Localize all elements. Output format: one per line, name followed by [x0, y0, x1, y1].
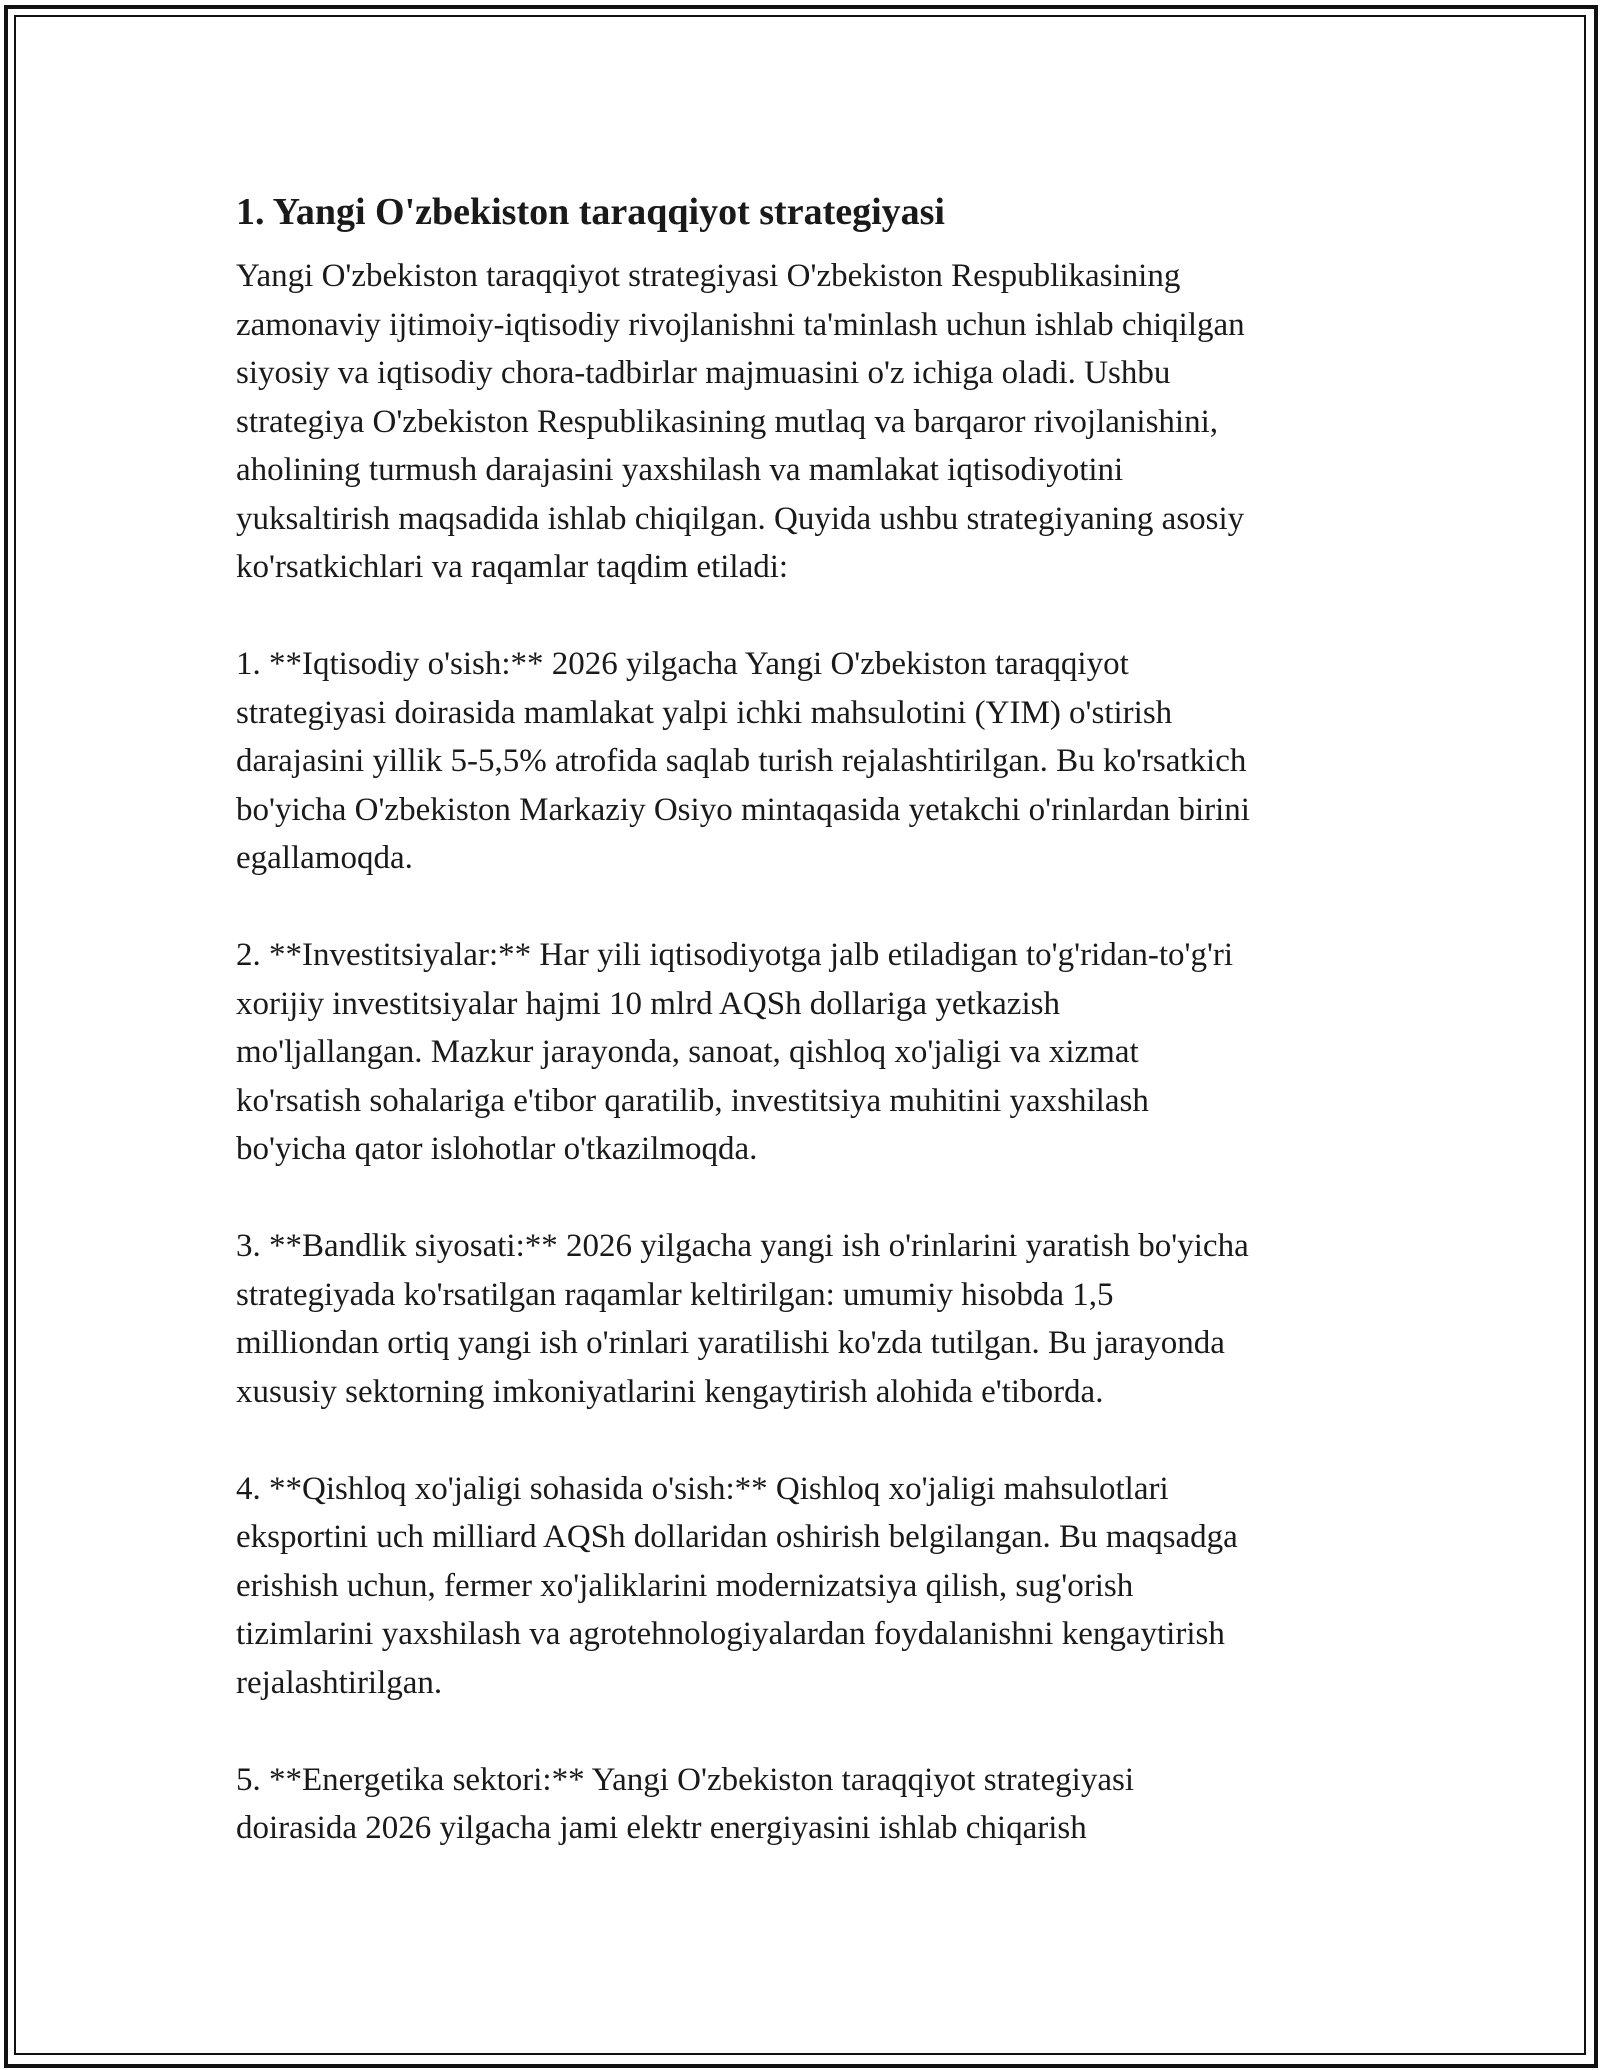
list-item-energy-sector: 5. **Energetika sektori:** Yangi O'zbekiston taraqqiyot strategiyasi doirasida 2026 yilgacha jami elektr energiyasini ishlab chiqarish — [236, 1761, 1135, 1846]
intro-paragraph: Yangi O'zbekiston taraqqiyot strategiyasi O'zbekiston Respublikasining zamonaviy ijtimoiy-iqtisodiy rivojlanishni ta'minlash uchun ishlab chiqilgan siyosiy va iqtisodiy chora-tadbirlar majmuasini o'z ichiga oladi. Ushbu strategiya O'zbekiston Respublikasining mutlaq va barqaror rivojlanishini, aholining turmush darajasini yaxshilash va mamlakat iqtisodiyotini yuksaltirish maqsadida ishlab chiqilgan. Quyida ushbu strategiyaning asosiy ko'rsatkichlari va raqamlar taqdim etiladi: — [236, 258, 1245, 585]
list-item-agriculture-growth: 4. **Qishloq xo'jaligi sohasida o'sish:** Qishloq xo'jaligi mahsulotlari eksportini uch milliard AQSh dollaridan oshirish belgilangan. Bu maqsadga erishish uchun, fermer xo'jaliklarini modernizatsiya qilish, sug'orish tizimlarini yaxshilash va agrotehnologiyalardan foydalanishni kengaytirish rejalashtirilgan. — [236, 1470, 1238, 1701]
list-item-investments: 2. **Investitsiyalar:** Har yili iqtisodiyotga jalb etiladigan to'g'ridan-to'g'ri xorijiy investitsiyalar hajmi 10 mlrd AQSh dollariga yetkazish mo'ljallangan. Mazkur jarayonda, sanoat, qishloq xo'jaligi va xizmat ko'rsatish sohalariga e'tibor qaratilib, investitsiya muhitini yaxshilash bo'yicha qator islohotlar o'tkazilmoqda. — [236, 937, 1234, 1167]
section-heading: 1. Yangi O'zbekiston taraqqiyot strategiyasi — [236, 191, 945, 233]
list-item-employment-policy: 3. **Bandlik siyosati:** 2026 yilgacha yangi ish o'rinlarini yaratish bo'yicha strategiyada ko'rsatilgan raqamlar keltirilgan: umumiy hisobda 1,5 milliondan ortiq yangi ish o'rinlari yaratilishi ko'zda tutilgan. Bu jarayonda xususiy sektorning imkoniyatlarini kengaytirish alohida e'tiborda. — [236, 1228, 1249, 1410]
list-item-economic-growth: 1. **Iqtisodiy o'sish:** 2026 yilgacha Yangi O'zbekiston taraqqiyot strategiyasi doirasida mamlakat yalpi ichki mahsulotini (YIM) o'stirish darajasini yillik 5-5,5% atrofida saqlab turish rejalashtirilgan. Bu ko'rsatkich bo'yicha O'zbekiston Markaziy Osiyo mintaqasida yetakchi o'rinlardan birini egallamoqda. — [236, 646, 1250, 876]
document-body — [236, 186, 1386, 1901]
